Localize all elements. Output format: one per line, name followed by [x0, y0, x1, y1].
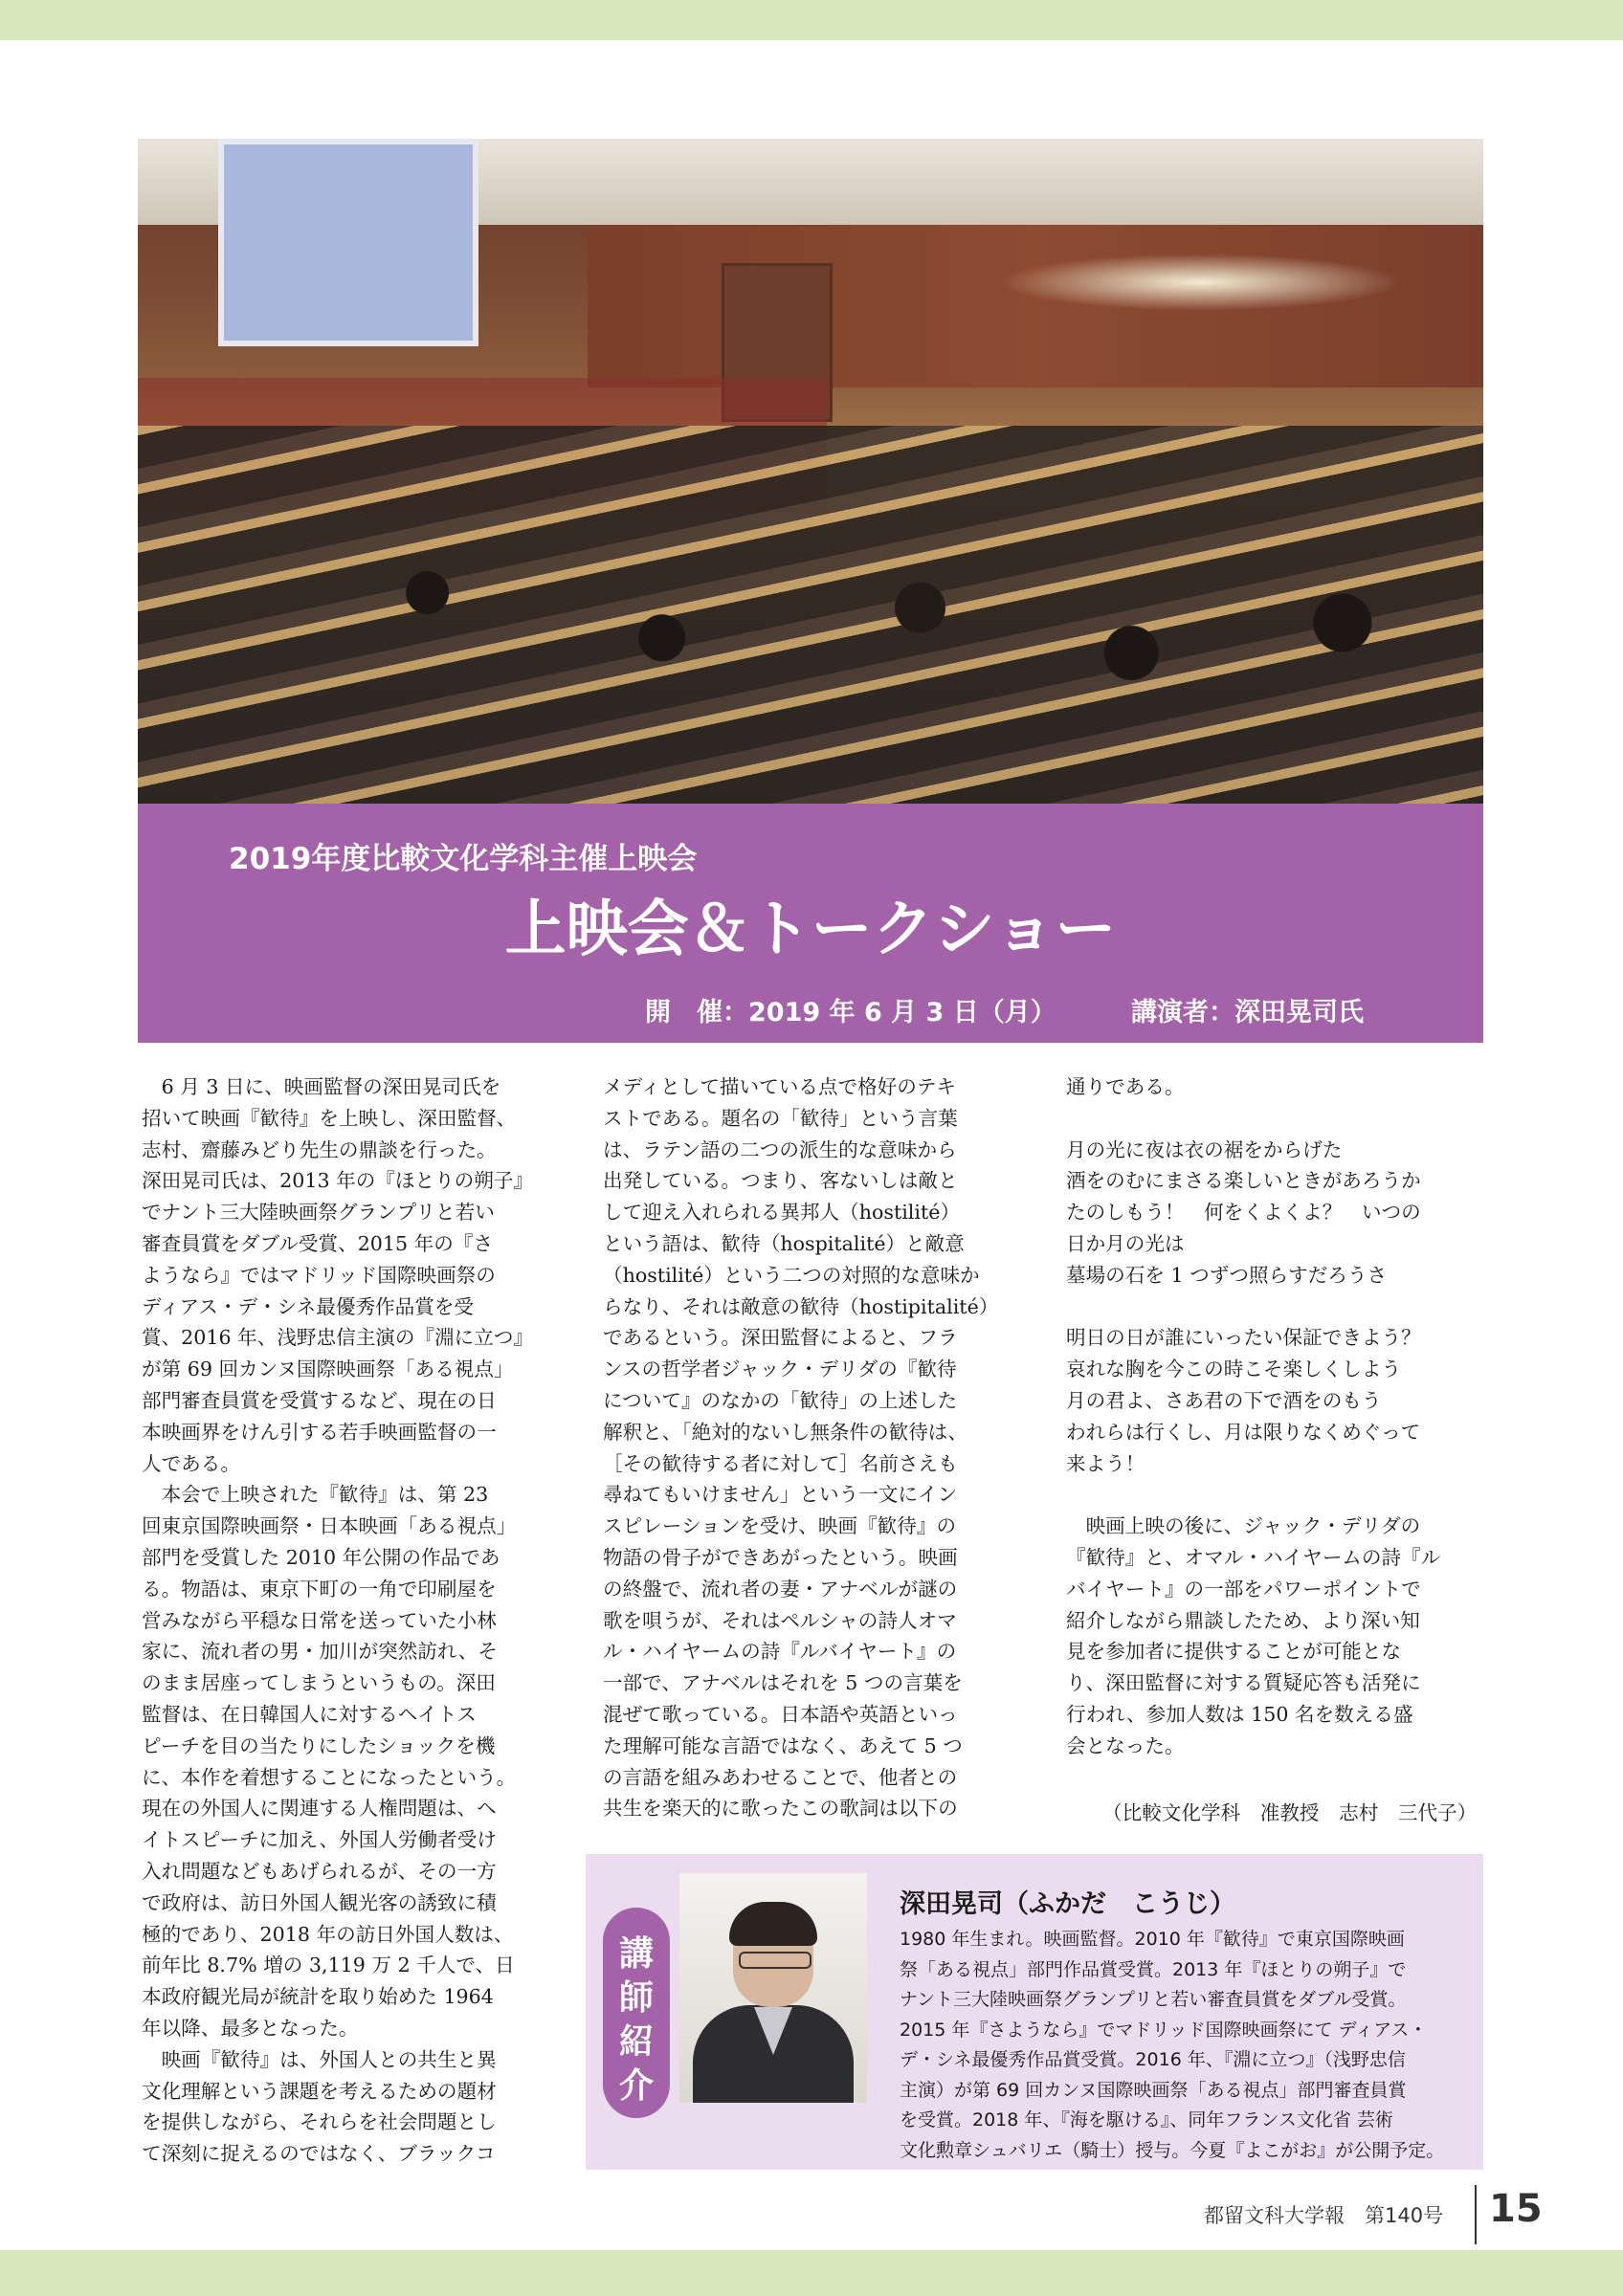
article-line: は、ラテン語の二つの派生的な意味から — [603, 1137, 957, 1161]
top-decorative-band — [0, 0, 1623, 40]
article-line: であるという。深田監督によると、フラ — [603, 1326, 958, 1350]
article-line: 紹介しながら鼎談したため、より深い知 — [1066, 1608, 1420, 1632]
article-line: で政府は、訪日外国人観光客の誘致に積 — [142, 1890, 497, 1914]
article-line: 映画上映の後に、ジャック・デリダの — [1066, 1514, 1421, 1538]
page-number: 15 — [1489, 2187, 1543, 2231]
article-line: 営みながら平穏な日常を送っていた小林 — [142, 1608, 497, 1632]
bio-line: 2015 年『さようなら』でマドリッド国際映画祭にて ディアス・ — [900, 2019, 1428, 2041]
article-line: 混ぜて歌っている。日本語や英語といっ — [603, 1702, 958, 1726]
article-column-2 — [603, 1071, 1024, 1824]
footer-divider — [1475, 2185, 1477, 2244]
instructor-intro-tag — [603, 1908, 670, 2118]
article-line: 月の光に夜は衣の裾をからげた — [1066, 1137, 1343, 1161]
article-line: 出発している。つまり、客ないしは敵と — [603, 1169, 958, 1193]
article-line: り、深田監督に対する質疑応答も活発に — [1066, 1671, 1421, 1695]
bio-line: 1980 年生まれ。映画監督。2010 年『歓待』で東京国際映画 — [900, 1929, 1405, 1950]
article-line: 解釈と、「絶対的ないし無条件の歓待は、 — [603, 1420, 967, 1444]
article-line: る。物語は、東京下町の一角で印刷屋を — [142, 1577, 497, 1601]
article-line — [1066, 1479, 1487, 1511]
article-line: 前年比 8.7% 増の 3,119 万 2 千人で、日 — [142, 1954, 515, 1977]
article-line: 通りである。 — [1066, 1075, 1185, 1098]
article-line: 深田晃司氏は、2013 年の『ほとりの朔子』 — [142, 1169, 534, 1193]
article-line: 一部で、アナベルはそれを 5 つの言葉を — [603, 1671, 963, 1695]
article-line: メディとして描いている点で格好のテキ — [603, 1075, 957, 1098]
article-line: のまま居座ってしまうというもの。深田 — [142, 1671, 496, 1695]
article-line: 審査員賞をダブル受賞、2015 年の『さ — [142, 1231, 494, 1255]
bio-line: デ・シネ最優秀作品賞受賞。2016 年、『淵に立つ』（浅野忠信 — [900, 2049, 1406, 2070]
article-line: 志村、齋藤みどり先生の鼎談を行った。 — [142, 1137, 497, 1161]
article-line: ル・ハイヤームの詩『ルバイヤート』の — [603, 1640, 957, 1664]
article-line: らなり、それは敵意の歓待（hostipitalité） — [603, 1294, 999, 1318]
bio-line: を受賞。2018 年、『海を駆ける』、同年フランス文化省 芸術 — [900, 2109, 1393, 2130]
article-line: 本会で上映された『歓待』は、第 23 — [142, 1483, 489, 1507]
instructor-name: 深田晃司（ふかだ こうじ） — [900, 1889, 1235, 1919]
event-date: 開 催：2019 年 6 月 3 日（月） — [645, 998, 1056, 1027]
article-line: 日か月の光は — [1066, 1231, 1185, 1255]
article-line: 映画『歓待』は、外国人との共生と異 — [142, 2047, 497, 2071]
article-line: 極的であり、2018 年の訪日外国人数は、 — [142, 1922, 514, 1946]
article-line: ディアス・デ・シネ最優秀作品賞を受 — [142, 1294, 475, 1318]
article-line: 『歓待』と、オマル・ハイヤームの詩『ル — [1066, 1545, 1441, 1569]
article-line: たのしもう！ 何をくよくよ？ いつの — [1066, 1201, 1421, 1225]
article-line — [1066, 1103, 1487, 1135]
article-line: ［その歓待する者に対して］名前さえも — [603, 1451, 958, 1475]
event-lecturer: 講演者：深田晃司氏 — [1131, 998, 1364, 1027]
instructor-profile — [586, 1854, 1483, 2170]
article-line: 入れ問題などもあげられるが、その一方 — [142, 1859, 497, 1883]
article-line: に、本作を着想することになったという。 — [142, 1765, 517, 1789]
article-line: 監督は、在日韓国人に対するヘイトス — [142, 1702, 477, 1726]
article-line: 酒をのむにまさる楽しいときがあろうか — [1066, 1169, 1421, 1193]
tag-char: 紹 — [618, 2022, 654, 2062]
article-line: が第 69 回カンヌ国際映画祭「ある視点」 — [142, 1358, 514, 1381]
article-line: 墓場の石を 1 つずつ照らすだろうさ — [1066, 1263, 1388, 1287]
tag-char: 講 — [618, 1934, 654, 1974]
article-line: 行われ、参加人数は 150 名を数える盛 — [1066, 1702, 1413, 1726]
article-line: 尋ねてもいけません」という一文にイン — [603, 1483, 958, 1507]
article-line: 会となった。 — [1066, 1733, 1185, 1757]
article-line: ンスの哲学者ジャック・デリダの『歓待 — [603, 1358, 957, 1381]
article-line: 明日の日が誰にいったい保証できよう？ — [1066, 1326, 1421, 1350]
article-column-3 — [1066, 1071, 1487, 1762]
article-line: ようなら』ではマドリッド国際映画祭の — [142, 1263, 496, 1287]
article-line: 共生を楽天的に歌ったこの歌詞は以下の — [603, 1797, 958, 1821]
article-line: して迎え入れられる異邦人（hostilité） — [603, 1201, 961, 1225]
article-line: （hostilité）という二つの対照的な意味か — [603, 1263, 980, 1287]
bottom-decorative-band — [0, 2250, 1623, 2296]
article-line: 部門を受賞した 2010 年公開の作品であ — [142, 1545, 500, 1569]
article-line: バイヤート』の一部をパワーポイントで — [1066, 1577, 1421, 1601]
article-line: 物語の骨子ができあがったという。映画 — [603, 1545, 958, 1569]
article-line: ピーチを目の当たりにしたショックを機 — [142, 1733, 496, 1757]
article-line: 歌を唄うが、それはペルシャの詩人オマ — [603, 1608, 957, 1632]
article-line: を提供しながら、それらを社会問題とし — [142, 2110, 497, 2134]
article-line: ストである。題名の「歓待」という言葉 — [603, 1106, 958, 1130]
tag-char: 師 — [618, 1978, 654, 2018]
event-photo — [138, 139, 1483, 804]
article-line: という語は、歓待（hospitalité）と敵意 — [603, 1231, 965, 1255]
article-line: 来よう！ — [1066, 1451, 1145, 1475]
title-banner — [138, 804, 1483, 1043]
article-line: 6 月 3 日に、映画監督の深田晃司氏を — [142, 1075, 501, 1098]
author-credit: （比較文化学科 准教授 志村 三代子） — [1102, 1801, 1478, 1824]
article-line: 回東京国際映画祭・日本映画「ある視点」 — [142, 1514, 517, 1538]
article-line: 部門審査員賞を受賞するなど、現在の日 — [142, 1388, 497, 1412]
article-line: 本政府観光局が統計を取り始めた 1964 — [142, 1985, 494, 2009]
article-line: 月の君よ、さあ君の下で酒をのもう — [1066, 1388, 1382, 1412]
article-line: 招いて映画『歓待』を上映し、深田監督、 — [142, 1106, 517, 1130]
event-title: 上映会＆トークショー — [504, 894, 1117, 965]
article-line: われらは行くし、月は限りなくめぐって — [1066, 1420, 1421, 1444]
article-line: 文化理解という課題を考えるための題材 — [142, 2079, 497, 2103]
article-line: 見を参加者に提供することが可能とな — [1066, 1640, 1402, 1664]
article-line: 人である。 — [142, 1451, 240, 1475]
article-line: 本映画界をけん引する若手映画監督の一 — [142, 1420, 497, 1444]
tag-char: 介 — [618, 2066, 654, 2106]
bio-line: ナント三大陸映画祭グランプリと若い審査員賞をダブル受賞。 — [900, 1989, 1407, 2010]
article-line: 哀れな胸を今この時こそ楽しくしよう — [1066, 1358, 1402, 1381]
article-line: イトスピーチに加え、外国人労働者受け — [142, 1828, 497, 1852]
article-line: 年以降、最多となった。 — [142, 2016, 359, 2040]
article-line: スピレーションを受け、映画『歓待』の — [603, 1514, 957, 1538]
instructor-bio — [900, 1925, 1474, 2166]
article-line: の言語を組みあわせることで、他者との — [603, 1765, 958, 1789]
article-line: でナント三大陸映画祭グランプリと若い — [142, 1201, 495, 1225]
article-line: について』のなかの「歓待」の上述した — [603, 1388, 958, 1412]
bio-line: 祭「ある視点」部門作品賞受賞。2013 年『ほとりの朔子』で — [900, 1958, 1407, 1980]
article-line — [1066, 1292, 1487, 1323]
event-subtitle: 2019年度比較文化学科主催上映会 — [229, 842, 698, 876]
article-line: た理解可能な言語ではなく、あえて 5 つ — [603, 1733, 963, 1757]
bio-line: 主演）が第 69 回カンヌ国際映画祭「ある視点」部門審査員賞 — [900, 2079, 1407, 2101]
bio-line: 文化勲章シュバリエ（騎士）授与。今夏『よこがお』が公開予定。 — [900, 2139, 1445, 2161]
publication-name: 都留文科大学報 第140号 — [1204, 2204, 1444, 2227]
article-line: の終盤で、流れ者の妻・アナベルが謎の — [603, 1577, 958, 1601]
article-line: 家に、流れ者の男・加川が突然訪れ、そ — [142, 1640, 498, 1664]
article-line: 現在の外国人に関連する人権問題は、ヘ — [142, 1797, 497, 1821]
article-line: て深刻に捉えるのではなく、ブラックコ — [142, 2142, 496, 2166]
article-line: 賞、2016 年、浅野忠信主演の『淵に立つ』 — [142, 1326, 534, 1350]
instructor-portrait — [679, 1873, 867, 2103]
article-column-1 — [142, 1071, 565, 2170]
